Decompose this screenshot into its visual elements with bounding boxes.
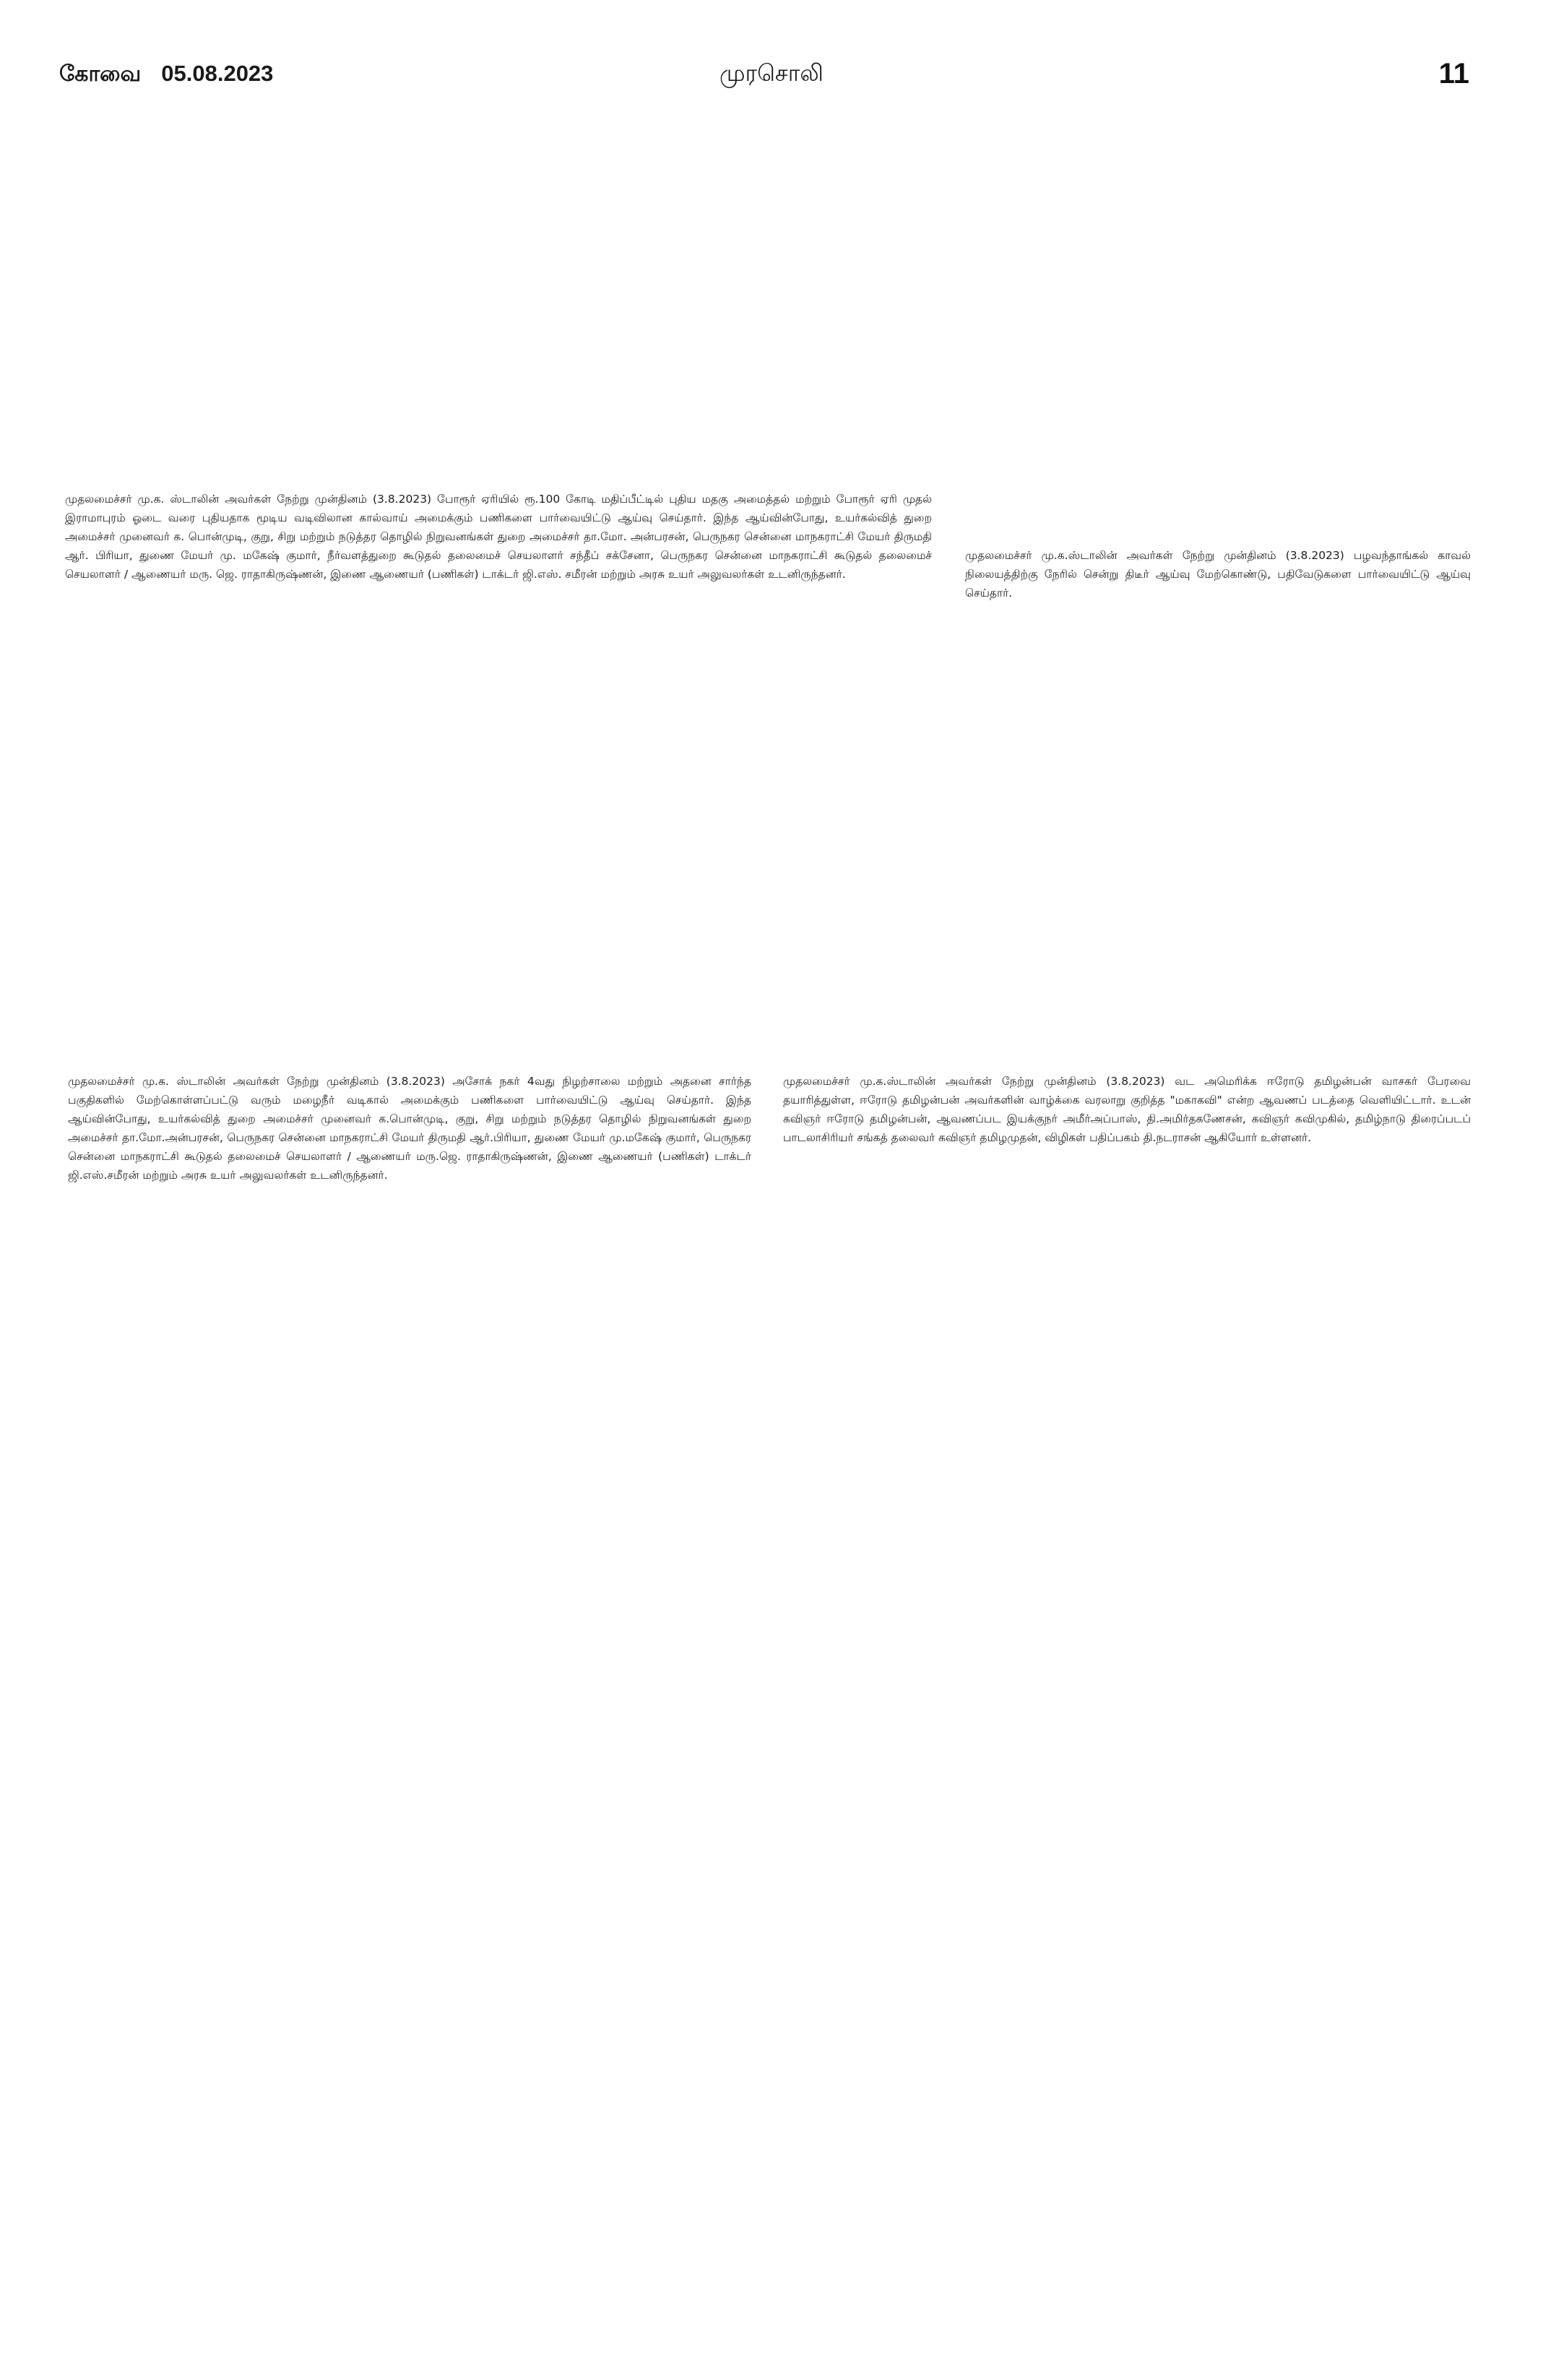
photo-caption-porur-lake: முதலமைச்சர் மு.க. ஸ்டாலின் அவர்கள் நேற்று முன்தினம் (3.8.2023) போரூர் ஏரியில் ரூ.100 கோடி மதிப்பீட்டில் புதிய மதகு அமைத்தல் மற்றும் போரூர் ஏரி முதல் இராமாபுரம் ஓடை வரை புதியதாக மூடிய வடிவிலான கால்வாய் அமைக்கும் பணிகளை பார்வையிட்டு ஆய்வு செய்தார். இந்த ஆய்வின்போது, உயர்கல்வித் துறை அமைச்சர் முனைவர் க. பொன்முடி, குறு, சிறு மற்றும் நடுத்தர தொழில் நிறுவனங்கள் துறை அமைச்சர் தா.மோ. அன்பரசன், பெருநகர சென்னை மாநகராட்சி மேயர் திருமதி ஆர். பிரியா, துணை மேயர் மு. மகேஷ் குமார், நீர்வளத்துறை கூடுதல் தலைமைச் செயலாளர் சந்தீப் சக்சேனா, பெருநகர சென்னை மாநகராட்சி கூடுதல் தலைமைச் செயலாளர் / ஆணையர் மரு. ஜெ. ராதாகிருஷ்ணன், இணை ஆணையர் (பணிகள்) டாக்டர் ஜி.எஸ். சமீரன் மற்றும் அரசு உயர் அலுவலர்கள் உடனிருந்தனர். (65, 493, 932, 581)
edition-city: கோவை (59, 61, 142, 87)
photo-caption-police-station: முதலமைச்சர் மு.க.ஸ்டாலின் அவர்கள் நேற்று முன்தினம் (3.8.2023) பழவந்தாங்கல் காவல் நிலையத்திற்கு நேரில் சென்று திடீர் ஆய்வு மேற்கொண்டு, பதிவேடுகளை பார்வையிட்டு ஆய்வு செய்தார். (965, 549, 1471, 600)
page-number: 11 (1438, 58, 1469, 90)
masthead (0, 58, 1543, 101)
newspaper-name: முரசொலி (719, 59, 824, 87)
edition-date: 05.08.2023 (161, 61, 274, 86)
photo-caption-ashok-nagar: முதலமைச்சர் மு.க. ஸ்டாலின் அவர்கள் நேற்று முன்தினம் (3.8.2023) அசோக் நகர் 4வது நிழற்சாலை மற்றும் அதனை சார்ந்த பகுதிகளில் மேற்கொள்ளப்பட்டு வரும் மழைநீர் வடிகால் அமைக்கும் பணிகளை பார்வையிட்டு ஆய்வு செய்தார். இந்த ஆய்வின்போது, உயர்கல்வித் துறை அமைச்சர் முனைவர் க.பொன்முடி, குறு, சிறு மற்றும் நடுத்தர தொழில் நிறுவனங்கள் துறை அமைச்சர் தா.மோ.அன்பரசன், பெருநகர சென்னை மாநகராட்சி மேயர் திருமதி ஆர்.பிரியா, துணை மேயர் மு.மகேஷ் குமார், பெருநகர சென்னை மாநகராட்சி கூடுதல் தலைமைச் செயலாளர் / ஆணையர் மரு.ஜெ. ராதாகிருஷ்ணன், இணை ஆணையர் (பணிகள்) டாக்டர் ஜி.எஸ்.சமீரன் மற்றும் அரசு உயர் அலுவலர்கள் உடனிருந்தனர். (68, 1075, 751, 1182)
photo-caption-documentary-release: முதலமைச்சர் மு.க.ஸ்டாலின் அவர்கள் நேற்று முன்தினம் (3.8.2023) வட அமெரிக்க ஈரோடு தமிழன்பன் வாசகர் பேரவை தயாரித்துள்ள, ஈரோடு தமிழன்பன் அவர்களின் வாழ்க்கை வரலாறு குறித்த "மகாகவி" என்ற ஆவணப் படத்தை வெளியிட்டார். உடன் கவிஞர் ஈரோடு தமிழன்பன், ஆவணப்பட இயக்குநர் அமீர்அப்பாஸ், தி.அமிர்தகணேசன், கவிஞர் கவிமுகில், தமிழ்நாடு திரைப்படப் பாடலாசிரியர் சங்கத் தலைவர் கவிஞர் தமிழமுதன், விழிகள் பதிப்பகம் தி.நடராசன் ஆகியோர் உள்ளனர். (783, 1075, 1471, 1144)
